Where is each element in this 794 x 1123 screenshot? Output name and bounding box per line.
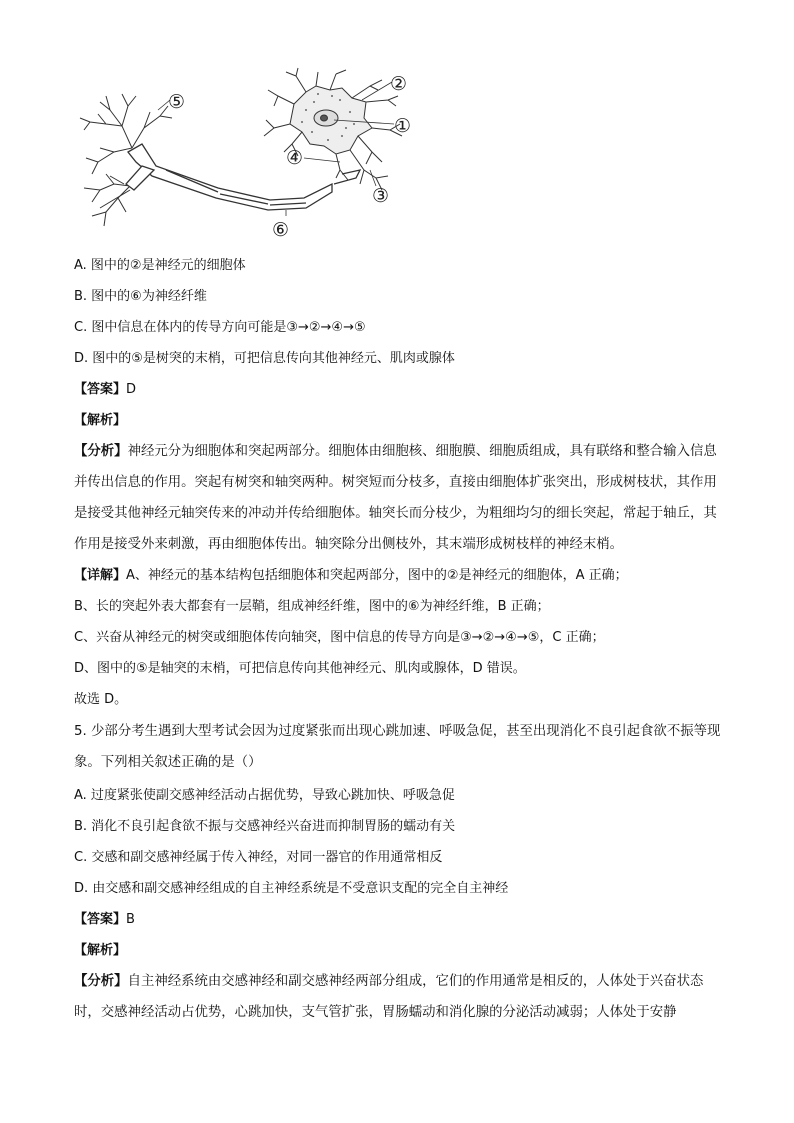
answer-value: D — [126, 382, 137, 397]
answer-value: B — [126, 912, 135, 927]
label-4: ④ — [286, 147, 304, 169]
label-1: ① — [394, 115, 412, 137]
q4-option-a: A. 图中的②是神经元的细胞体 — [74, 258, 246, 273]
q5-answer — [74, 910, 135, 930]
q5-option-d: D. 由交感和副交感神经组成的自主神经系统是不受意识支配的完全自主神经 — [74, 881, 509, 896]
q5-option-a: A. 过度紧张使副交感神经活动占据优势，导致心跳加快、呼吸急促 — [74, 788, 455, 803]
label-6: ⑥ — [272, 219, 290, 241]
q5-analysis-label: 【解析】 — [74, 943, 127, 958]
cell-body — [290, 86, 372, 154]
axon-terminal-branches — [80, 94, 172, 226]
answer-label: 【答案】 — [74, 912, 127, 927]
answer-label: 【答案】 — [74, 382, 127, 397]
fenxi-label: 【分析】 — [74, 444, 128, 459]
label-5: ⑤ — [168, 91, 186, 113]
q4-answer — [74, 380, 136, 400]
label-2: ② — [390, 73, 408, 95]
fenxi-text: 神经元分为细胞体和突起两部分。细胞体由细胞核、细胞膜、细胞质组成，具有联络和整合输入信息并传出信息的作用。突起有树突和轴突两种。树突短而分枝多，直接由细胞体扩张突出，形成树枝状，其作用是接受其他神经元轴突传来的冲动并传给细胞体。轴突长而分枝少，为粗细均匀的细长突起，常起于轴丘，其作用是接受外来刺激，再由细胞体传出。轴突除分出侧枝外，其末端形成树枝样的神经末梢。 — [74, 444, 717, 552]
q4-option-d: D. 图中的⑤是树突的末梢，可把信息传向其他神经元、肌肉或腺体 — [74, 351, 455, 366]
q4-option-c: C. 图中信息在体内的传导方向可能是③→②→④→⑤ — [74, 320, 366, 335]
q4-xiangjie-line-a — [74, 566, 628, 586]
q4-option-b: B. 图中的⑥为神经纤维 — [74, 289, 207, 304]
fenxi-label: 【分析】 — [74, 974, 128, 989]
q5-option-c: C. 交感和副交感神经属于传入神经，对同一器官的作用通常相反 — [74, 850, 443, 865]
q4-xiangjie-line-c: C、兴奋从神经元的树突或细胞体传向轴突，图中信息的传导方向是③→②→④→⑤，C 正确； — [74, 630, 605, 645]
neuron-diagram — [70, 66, 430, 244]
label-3: ③ — [372, 185, 390, 207]
q4-fenxi-paragraph — [74, 436, 724, 560]
q5-option-b: B. 消化不良引起食欲不振与交感神经兴奋进而抑制胃肠的蠕动有关 — [74, 819, 456, 834]
fenxi-text: 自主神经系统由交感神经和副交感神经两部分组成，它们的作用通常是相反的，人体处于兴奋状态时，交感神经活动占优势，心跳加快，支气管扩张，胃肠蠕动和消化腺的分泌活动减弱；人体处于安静 — [74, 974, 704, 1020]
q4-conclusion: 故选 D。 — [74, 692, 128, 707]
q4-xiangjie-line-d: D、图中的⑤是轴突的末梢，可把信息传向其他神经元、肌肉或腺体，D 错误。 — [74, 661, 526, 676]
q5-stem: 5. 少部分考生遇到大型考试会因为过度紧张而出现心跳加速、呼吸急促，甚至出现消化不良引起食欲不振等现象。下列相关叙述正确的是（） — [74, 724, 721, 770]
axon-fiber — [126, 144, 360, 210]
xiangjie-text-a: A、神经元的基本结构包括细胞体和突起两部分，图中的②是神经元的细胞体，A 正确； — [126, 568, 628, 583]
q4-analysis-label: 【解析】 — [74, 413, 127, 428]
xiangjie-label: 【详解】 — [74, 568, 127, 583]
circled-labels — [168, 73, 411, 241]
q4-xiangjie-line-b: B、长的突起外表大都套有一层鞘，组成神经纤维，图中的⑥为神经纤维，B 正确； — [74, 599, 550, 614]
q5-fenxi-paragraph — [74, 966, 724, 1028]
